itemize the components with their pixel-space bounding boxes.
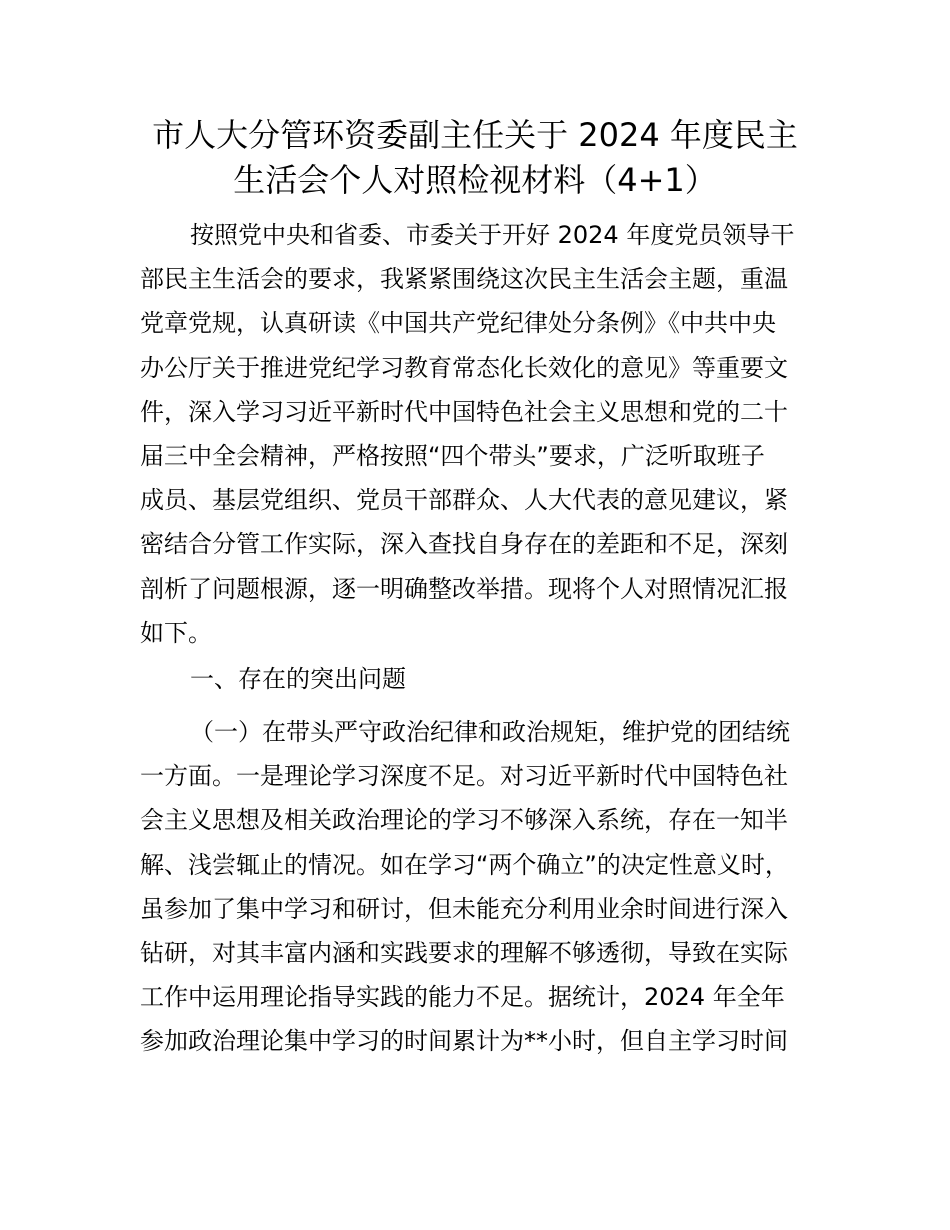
document-title-line-2: 生活会个人对照检视材料（4+1） [233, 161, 717, 199]
paragraph-line: 届三中全会精神，严格按照“四个带头”要求，广泛听取班子 [140, 441, 765, 470]
document-title-line-1: 市人大分管环资委副主任关于 2024 年度民主 [152, 116, 798, 154]
section-heading [140, 657, 840, 701]
paragraph-line: 办公厅关于推进党纪学习教育常态化长效化的意见》等重要文 [140, 353, 788, 382]
paragraph-line: 工作中运用理论指导实践的能力不足。据统计，2024 年全年 [140, 983, 785, 1012]
paragraph-line: 部民主生活会的要求，我紧紧围绕这次民主生活会主题，重温 [140, 265, 788, 294]
section-heading-text: 一、存在的突出问题 [190, 665, 406, 693]
paragraph-line: 按照党中央和省委、市委关于开好 2024 年度党员领导干 [190, 221, 795, 249]
paragraph-line: 一方面。一是理论学习深度不足。对习近平新时代中国特色社 [140, 762, 788, 791]
paragraph-line: 件，深入学习习近平新时代中国特色社会主义思想和党的二十 [140, 397, 788, 426]
paragraph-line: 会主义思想及相关政治理论的学习不够深入系统，存在一知半 [140, 806, 788, 835]
paragraph-line: 党章党规，认真研读《中国共产党纪律处分条例》《中共中央 [140, 309, 776, 338]
paragraph-line: 成员、基层党组织、党员干部群众、人大代表的意见建议，紧 [140, 486, 788, 515]
intro-paragraph [140, 213, 840, 655]
problem-paragraph [140, 710, 840, 1064]
paragraph-line: （一）在带头严守政治纪律和政治规矩，维护党的团结统 [190, 718, 790, 746]
paragraph-line: 参加政治理论集中学习的时间累计为**小时，但自主学习时间 [140, 1027, 788, 1056]
paragraph-line: 密结合分管工作实际，深入查找自身存在的差距和不足，深刻 [140, 530, 788, 559]
paragraph-line: 如下。 [140, 618, 212, 647]
paragraph-line: 解、浅尝辄止的情况。如在学习“两个确立”的决定性意义时， [140, 850, 789, 879]
paragraph-line: 剖析了问题根源，逐一明确整改举措。现将个人对照情况汇报 [140, 574, 788, 603]
paragraph-line: 虽参加了集中学习和研讨，但未能充分利用业余时间进行深入 [140, 894, 788, 923]
paragraph-line: 钻研，对其丰富内涵和实践要求的理解不够透彻，导致在实际 [140, 938, 788, 967]
